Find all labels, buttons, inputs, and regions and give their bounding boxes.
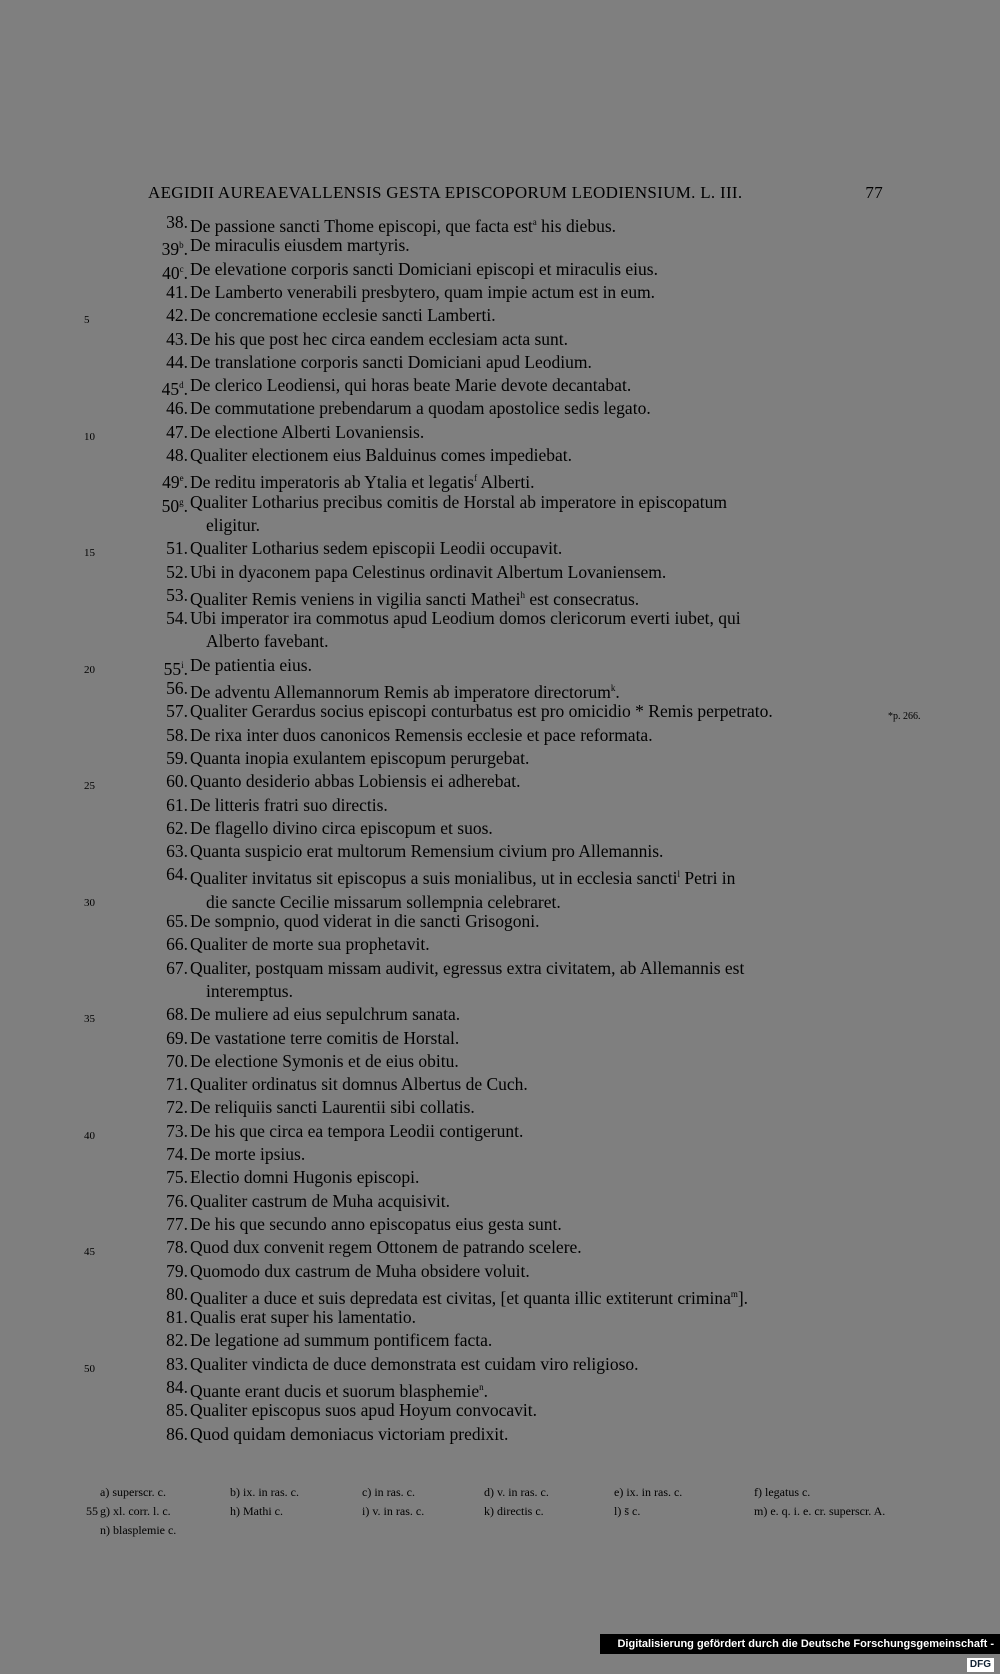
footnote: i) v. in ras. c. (362, 1504, 425, 1518)
chapter-number: 59. (166, 747, 188, 768)
footnote-marker: h (520, 589, 525, 600)
chapter-title (190, 374, 880, 397)
chapter-title-line: Qualiter invitatus sit episcopus a suis monialibus, ut in ecclesia sancti$^l$ Petri in (190, 868, 736, 889)
chapter-number: 69. (166, 1027, 188, 1048)
chapter-number: 56. (166, 678, 188, 698)
chapter-title (190, 234, 880, 257)
footnote-row (86, 1521, 886, 1540)
chapter-title (190, 258, 880, 281)
footnote: f) legatus c. (754, 1485, 811, 1499)
footnote: g) xl. corr. l. c. (100, 1504, 171, 1518)
chapter-number: 81. (166, 1307, 188, 1328)
chapter-number: 79. (166, 1260, 188, 1281)
line-number: 15 (84, 547, 95, 560)
chapter-title-line: Qualiter Remis veniens in vigilia sancti Mathei$^h$ est consecratus. (190, 588, 640, 609)
chapter-title (190, 654, 880, 677)
chapter-number: 49e. (162, 472, 188, 493)
footnote-marker: a (532, 217, 537, 227)
header-title: AEGIDII AUREAEVALLENSIS GESTA EPISCOPORUM LEODIENSIUM. L. III. (148, 183, 743, 202)
chapter-title (190, 1260, 880, 1283)
chapter-title (190, 863, 880, 913)
line-number: 25 (84, 780, 95, 793)
chapter-title-line: Qualiter Lotharius precibus comitis de Horstal ab imperatore in episcopatum (190, 491, 727, 512)
chapter-title-line: Quanta inopia exulantem episcopum perurgebat. (190, 747, 530, 768)
chapter-title (190, 1306, 880, 1329)
footnote-row (86, 1502, 886, 1521)
chapter-title (190, 700, 880, 723)
chapter-number: 75. (166, 1167, 188, 1188)
chapter-number: 43. (166, 328, 188, 349)
chapter-title-line: Quod dux convenit regem Ottonem de patrando scelere. (190, 1237, 582, 1258)
chapter-number: 83. (166, 1353, 188, 1374)
chapter-number: 62. (166, 817, 188, 838)
chapter-number: 77. (166, 1213, 188, 1234)
chapter-title-line: Qualiter Lotharius sedem episcopii Leodii occupavit. (190, 538, 563, 559)
chapter-title (190, 1050, 880, 1073)
chapter-number: 47. (166, 421, 188, 442)
chapter-title-line: De electione Symonis et de eius obitu. (190, 1050, 459, 1071)
chapter-title-line: Qualiter Gerardus socius episcopi conturbatus est pro omicidio * Remis perpetrato. (190, 701, 773, 722)
footnote-marker: m (730, 1288, 738, 1299)
chapter-title-line: De electione Alberti Lovaniensis. (190, 421, 425, 442)
footnote: k) directis c. (484, 1504, 544, 1518)
chapter-title-line: Qualiter episcopus suos apud Hoyum convocavit. (190, 1400, 538, 1421)
chapter-number: 40$^c$. (162, 262, 188, 283)
chapter-title-line: Ubi in dyaconem papa Celestinus ordinavit Albertum Lovaniensem. (190, 561, 667, 582)
chapter-number: 78. (166, 1237, 188, 1258)
chapter-title-line: Electio domni Hugonis episcopi. (190, 1167, 420, 1188)
chapter-title (190, 1003, 880, 1026)
chapter-title-line: Qualiter de morte sua prophetavit. (190, 934, 430, 955)
chapter-title-line: Qualiter, postquam missam audivit, egressus extra civitatem, ab Allemannis est (190, 957, 745, 978)
chapter-title-line: Qualiter a duce et suis depredata est civitas, [et quanta illic extiterunt crimina$^m$]. (190, 1287, 749, 1308)
chapter-title (190, 561, 880, 584)
chapter-title-line: Quanta suspicio erat multorum Remensium civium pro Allemannis. (190, 841, 664, 862)
page-number: 77 (865, 183, 883, 202)
chapter-title (190, 444, 880, 467)
chapter-number: 46. (166, 398, 188, 419)
footnote: h) Mathi c. (230, 1504, 283, 1518)
footnote: d) v. in ras. c. (484, 1485, 549, 1499)
chapter-title-line: Qualiter ordinatus sit domnus Albertus de Cuch. (190, 1074, 528, 1095)
chapter-title (190, 397, 880, 420)
chapter-title (190, 1423, 880, 1446)
chapter-title-line: eligitur. (206, 514, 260, 535)
margin-page-ref: *p. 266. (888, 711, 921, 723)
line-number: 35 (84, 1013, 95, 1026)
chapter-number: 72. (166, 1097, 188, 1118)
chapter-title-line: die sancte Cecilie missarum sollempnia celebraret. (206, 891, 561, 912)
chapter-title (190, 840, 880, 863)
chapter-number: 68. (166, 1004, 188, 1025)
chapter-title-line: Ubi imperator ira commotus apud Leodium domos clericorum everti iubet, qui (190, 608, 741, 629)
chapter-title-line: De his que circa ea tempora Leodii contigerunt. (190, 1120, 524, 1141)
chapter-number: 55$^i$. (163, 658, 188, 679)
chapter-number: 53. (166, 584, 188, 605)
chapter-title (190, 1120, 880, 1143)
chapter-title (190, 1329, 880, 1352)
chapter-title-line: De commutatione prebendarum a quodam apostolice sedis legato. (190, 398, 651, 419)
chapter-number: 41. (166, 281, 188, 302)
line-number: 5 (84, 314, 90, 327)
chapter-number: 63. (166, 841, 188, 862)
footnote: m) e. q. i. e. cr. superscr. A. (754, 1504, 886, 1518)
chapter-number: 58. (166, 724, 188, 745)
chapter-number: 45$^d$. (161, 378, 188, 399)
chapter-title (190, 421, 880, 444)
chapter-title (190, 1096, 880, 1119)
line-number: 55 (86, 1504, 98, 1518)
chapter-title-line: De rixa inter duos canonicos Remensis ecclesie et pace reformata. (190, 724, 653, 745)
chapter-title-line: Quanto desiderio abbas Lobiensis ei adherebat. (190, 771, 521, 792)
chapter-number: 70. (166, 1050, 188, 1071)
chapter-title-line: interemptus. (206, 980, 293, 1001)
chapter-title (190, 1399, 880, 1422)
chapter-title (190, 770, 880, 793)
footnote: l) s̄ c. (614, 1504, 641, 1518)
chapter-title-line: De morte ipsius. (190, 1144, 306, 1164)
chapter-title (190, 1190, 880, 1213)
line-number: 10 (84, 430, 95, 443)
footnote-marker: k (610, 683, 616, 693)
footnote-marker: l (677, 869, 680, 880)
chapter-title-line: De his que secundo anno episcopatus eius gesta sunt. (190, 1213, 562, 1234)
chapter-number: 76. (166, 1190, 188, 1211)
chapter-title-line: Alberto favebant. (206, 631, 329, 652)
chapter-number: 61. (166, 794, 188, 815)
chapter-title (190, 933, 880, 956)
chapter-title-line: De patientia eius. (190, 654, 312, 675)
footnote: a) superscr. c. (100, 1485, 166, 1499)
chapter-title (190, 794, 880, 817)
chapter-number: 48. (166, 445, 188, 465)
chapter-title-line: De miraculis eiusdem martyris. (190, 235, 410, 256)
chapter-title (190, 537, 880, 560)
chapter-number: 65. (166, 911, 188, 931)
chapter-title-line: De his que post hec circa eandem ecclesiam acta sunt. (190, 328, 569, 349)
chapter-number: 50$^g$. (161, 495, 188, 516)
chapter-title-line: De flagello divino circa episcopum et suos. (190, 817, 493, 838)
chapter-title-line: De reditu imperatoris ab Ytalia et legatis$^f$ Alberti. (190, 472, 535, 493)
chapter-title-line: Qualiter electionem eius Balduinus comes impediebat. (190, 445, 572, 465)
chapter-title-line: De reliquiis sancti Laurentii sibi collatis. (190, 1097, 475, 1118)
chapter-title (190, 1073, 880, 1096)
chapter-title (190, 328, 880, 351)
chapter-number: 71. (166, 1074, 188, 1095)
chapter-number: 39$^b$. (161, 239, 188, 260)
chapter-number: 67. (166, 957, 188, 978)
chapter-title (190, 351, 880, 374)
chapter-title (190, 910, 880, 933)
chapter-number: 38. (166, 212, 188, 232)
chapter-title-line: De elevatione corporis sancti Domiciani episcopi et miraculis eius. (190, 258, 658, 279)
footnote-row (86, 1483, 886, 1502)
chapter-title-line: De vastatione terre comitis de Horstal. (190, 1027, 460, 1048)
chapter-title-line: De muliere ad eius sepulchrum sanata. (190, 1004, 461, 1025)
chapter-number: 54. (166, 608, 188, 629)
chapter-title-line: De concrematione ecclesie sancti Lamberti. (190, 305, 496, 326)
chapter-title-line: De legatione ad summum pontificem facta. (190, 1330, 493, 1351)
chapter-title (190, 1213, 880, 1236)
chapter-title-line: Quante erant ducis et suorum blasphemie$^n$. (190, 1380, 489, 1401)
chapter-title (190, 304, 880, 327)
chapter-title (190, 957, 880, 1004)
footnote: n) blasplemie c. (100, 1523, 177, 1537)
chapter-number: 64. (166, 864, 188, 885)
dfg-footer (600, 1634, 1000, 1670)
footer-text: Digitalisierung gefördert durch die Deutsche Forschungsgemeinschaft - (617, 1638, 994, 1650)
line-number: 45 (84, 1246, 95, 1259)
chapter-number: 52. (166, 561, 188, 582)
chapter-title-line: De adventu Allemannorum Remis ab imperatore directorum$^k$. (190, 681, 620, 702)
chapter-number: 85. (166, 1400, 188, 1421)
chapter-number: 86. (166, 1423, 188, 1444)
chapter-title (190, 747, 880, 770)
chapter-title-line: Qualis erat super his lamentatio. (190, 1307, 416, 1328)
chapter-title-line: De passione sancti Thome episcopi, que facta est$^a$ his diebus. (190, 215, 617, 236)
footnote-marker: n (479, 1382, 484, 1392)
chapter-number: 44. (166, 351, 188, 372)
chapter-title (190, 607, 880, 654)
chapter-number: 42. (166, 305, 188, 326)
chapter-title-line: Quod quidam demoniacus victoriam predixit. (190, 1423, 509, 1444)
chapter-title (190, 281, 880, 304)
chapter-title-line: Qualiter vindicta de duce demonstrata est cuidam viro religioso. (190, 1353, 639, 1374)
chapter-title-line: De Lamberto venerabili presbytero, quam impie actum est in eum. (190, 281, 656, 302)
chapter-number: 74. (166, 1144, 188, 1164)
chapter-title (190, 1166, 880, 1189)
footnote-marker: f (474, 473, 478, 484)
chapter-title (190, 817, 880, 840)
chapter-number: 80. (166, 1283, 188, 1304)
chapter-number: 57. (166, 701, 188, 722)
footnote: b) ix. in ras. c. (230, 1485, 299, 1499)
chapter-number: 60. (166, 771, 188, 792)
chapter-title-line: De litteris fratri suo directis. (190, 794, 388, 815)
chapter-number: 66. (166, 934, 188, 955)
chapter-title (190, 1027, 880, 1050)
chapter-title-line: Qualiter castrum de Muha acquisivit. (190, 1190, 450, 1211)
chapter-title (190, 1353, 880, 1376)
line-number: 30 (84, 896, 95, 909)
chapter-number: 82. (166, 1330, 188, 1351)
chapter-number: 84. (166, 1377, 188, 1397)
line-number: 40 (84, 1129, 95, 1142)
chapter-number: 51. (166, 538, 188, 559)
chapter-title-line: De sompnio, quod viderat in die sancti Grisogoni. (190, 911, 540, 931)
footnote: c) in ras. c. (362, 1485, 415, 1499)
chapter-title (190, 1143, 880, 1166)
chapter-title (190, 491, 880, 538)
chapter-number: 73. (166, 1120, 188, 1141)
chapter-title-line: De translatione corporis sancti Domiciani apud Leodium. (190, 351, 592, 372)
chapter-title-line: Quomodo dux castrum de Muha obsidere voluit. (190, 1260, 530, 1281)
dfg-logo: DFG (967, 1658, 994, 1672)
footnotes (86, 1483, 886, 1540)
line-number: 50 (84, 1362, 95, 1375)
chapter-title (190, 1236, 880, 1259)
line-number: 20 (84, 663, 95, 676)
chapter-title-line: De clerico Leodiensi, qui horas beate Marie devote decantabat. (190, 375, 632, 396)
footnote: e) ix. in ras. c. (614, 1485, 683, 1499)
chapter-title (190, 724, 880, 747)
